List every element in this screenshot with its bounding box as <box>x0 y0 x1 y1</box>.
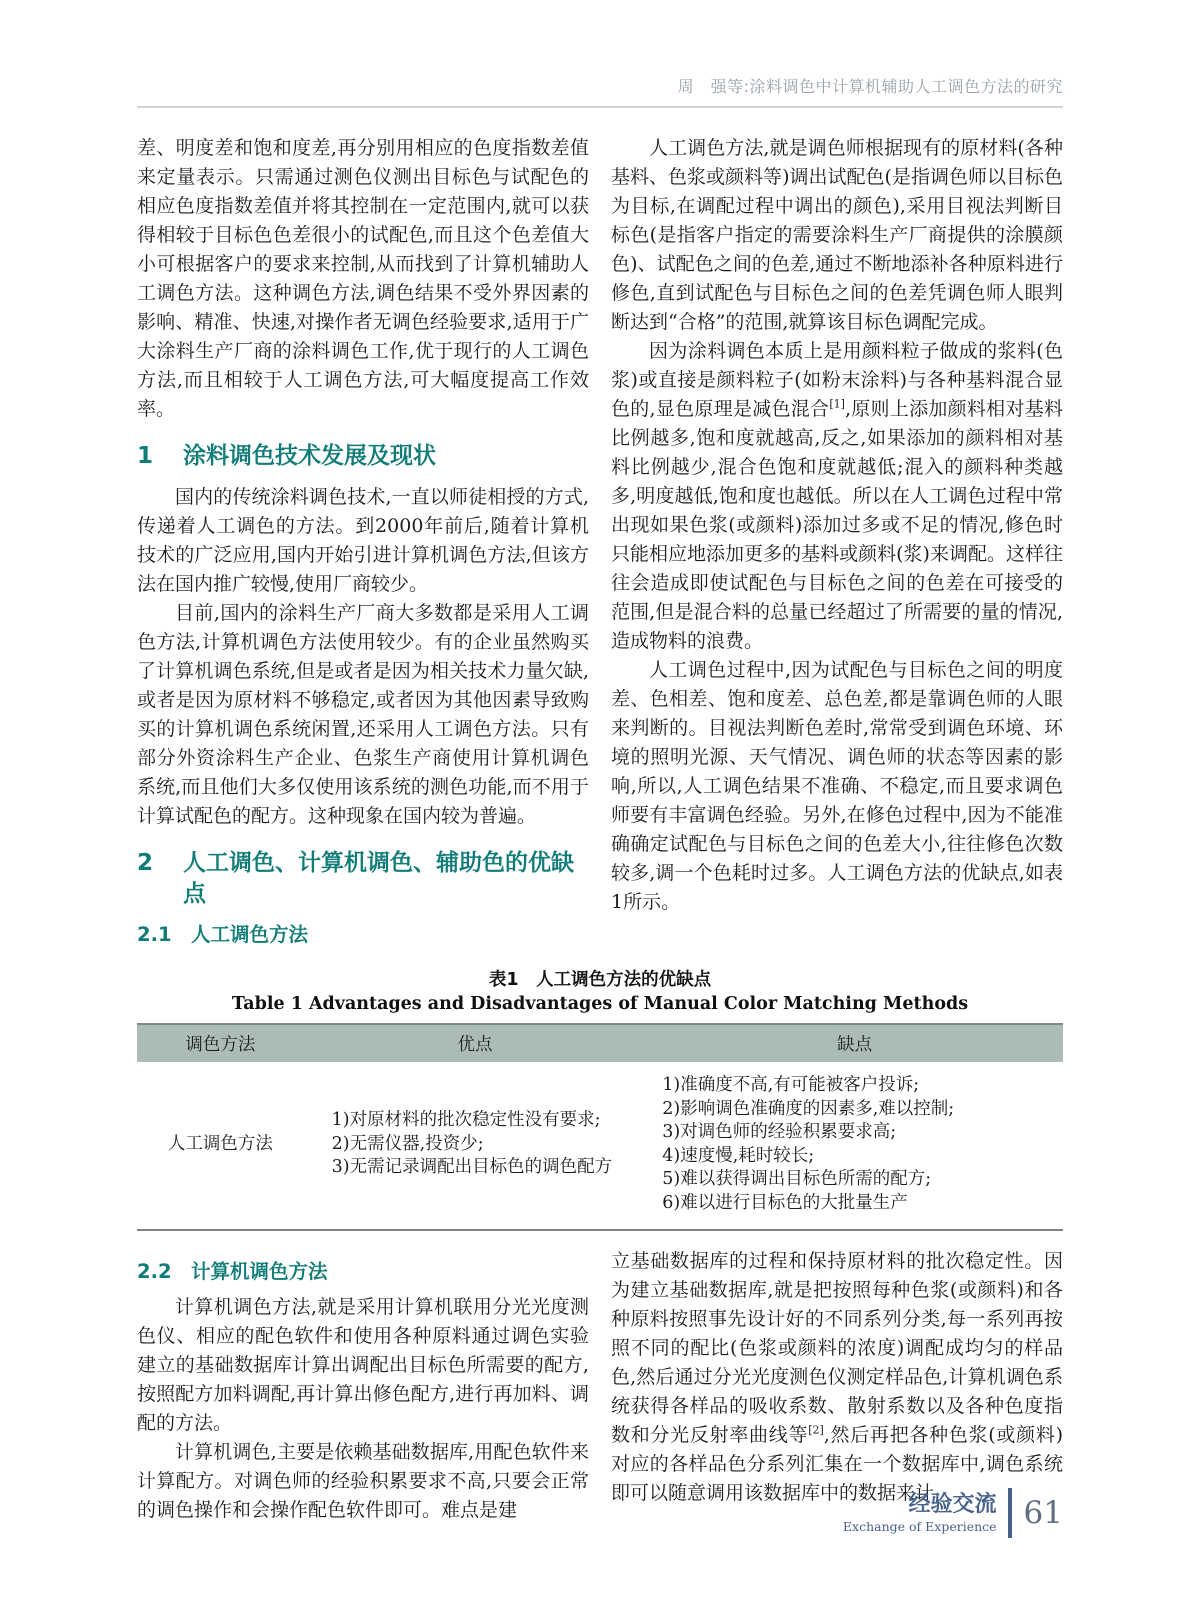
running-head: 周 强等:涂料调色中计算机辅助人工调色方法的研究 <box>677 77 1063 96</box>
paragraph-text: ,原则上添加颜料相对基料比例越多,饱和度就越高,反之,如果添加的颜料相对基料比例越少,混合色饱和度就越低;混入的颜料种类越多,明度越低,饱和度也越低。所以在人工调色过程中常出现如果色浆(或颜料)添加过多或不足的情况,修色时只能相应地添加更多的基料或颜料(浆)来调配。这样往往会造成即使试配色与目标色之间的色差在可接受的范围,但是混合料的总量已经超过了所需要的量的情况,造成物料的浪费。 <box>611 398 1063 652</box>
section-1-title: 涂料调色技术发展及现状 <box>183 443 436 469</box>
disadvantage-item: 1)准确度不高,有可能被客户投诉; <box>662 1075 920 1095</box>
paragraph: 差、明度差和饱和度差,再分别用相应的色度指数差值来定量表示。只需通过测色仪测出目标色与试配色的相应色度指数差值并将其控制在一定范围内,就可以获得相较于目标色色差很小的试配色,而且这个色差值大小可根据客户的要求来控制,从而找到了计算机辅助人工调色方法。这种调色方法,调色结果不受外界因素的影响、精准、快速,对操作者无调色经验要求,适用于广大涂料生产厂商的涂料调色工作,优于现行的人工调色方法,而且相较于人工调色方法,可大幅度提高工作效率。 <box>137 137 589 420</box>
upper-two-column-area <box>137 134 1063 956</box>
citation-ref-2: [2] <box>808 1423 824 1437</box>
paragraph: 国内的传统涂料调色技术,一直以师徒相授的方式,传递着人工调色的方法。到2000年前后,随着计算机技术的广泛应用,国内开始引进计算机调色方法,但该方法在国内推广较慢,使用厂商较少。 <box>137 486 589 595</box>
section-1-heading <box>137 441 589 472</box>
section-2-1-number: 2.1 <box>137 923 172 946</box>
section-2-2-title: 计算机调色方法 <box>191 1260 328 1283</box>
paragraph: 计算机调色,主要是依赖基础数据库,用配色软件来计算配方。对调色师的经验积累要求不高,只要会正常的调色操作和会操作配色软件即可。难点是建 <box>137 1441 589 1521</box>
page-footer <box>843 1488 1063 1538</box>
table-row <box>137 1062 1063 1229</box>
paragraph: 人工调色方法,就是调色师根据现有的原材料(各种基料、色浆或颜料等)调出试配色(是指调色师以目标色为目标,在调配过程中调出的颜色),采用目视法判断目标色(是指客户指定的需要涂料生产厂商提供的涂膜颜色)、试配色之间的色差,通过不断地添补各种原料进行修色,直到试配色与目标色之间的色差凭调色师人眼判断达到“合格”的范围,就算该目标色调配完成。 <box>611 137 1063 333</box>
paragraph-text: 立基础数据库的过程和保持原材料的批次稳定性。因为建立基础数据库,就是把按照每种色浆(或颜料)和各种原料按照事先设计好的不同系列分类,每一系列再按照不同的配比(色浆或颜料的浓度)调配成均匀的样品色,然后通过分光光度测色仪测定样品色,计算机调色系统获得各样品的吸收系数、散射系数以及各种色度指数和分光反射率曲线等 <box>611 1250 1063 1446</box>
section-2-2-heading <box>137 1259 589 1285</box>
left-column-top <box>137 134 589 956</box>
table-header-method: 调色方法 <box>185 1035 256 1055</box>
section-2-2-number: 2.2 <box>137 1260 172 1283</box>
footer-section-label <box>843 1493 997 1534</box>
table-cell-advantages <box>304 1074 647 1215</box>
right-column-top <box>611 134 1063 956</box>
citation-ref-1: [1] <box>829 397 845 411</box>
table-header-advantages: 优点 <box>457 1035 493 1055</box>
paragraph: 目前,国内的涂料生产厂商大多数都是采用人工调色方法,计算机调色方法使用较少。有的企业虽然购买了计算机调色系统,但是或者是因为相关技术力量欠缺,或者是因为原材料不够稳定,或者因为其他因素导致购买的计算机调色系统闲置,还采用人工调色方法。只有部分外资涂料生产企业、色浆生产商使用计算机调色系统,而且他们大多仅使用该系统的测色功能,而不用于计算试配色的配方。这种现象在国内较为普遍。 <box>137 602 589 827</box>
section-1-number: 1 <box>137 443 154 469</box>
footer-section-cn: 经验交流 <box>908 1491 997 1517</box>
section-2-title: 人工调色、计算机调色、辅助色的优缺点 <box>183 850 574 907</box>
paragraph <box>611 337 1063 656</box>
table-1-block <box>137 966 1063 1231</box>
page-number: 61 <box>1023 1495 1063 1531</box>
right-column-bottom <box>611 1247 1063 1525</box>
table-cell-method: 人工调色方法 <box>167 1133 273 1154</box>
lower-two-column-area <box>137 1247 1063 1525</box>
footer-divider-bar <box>1008 1488 1012 1538</box>
paragraph <box>611 1247 1063 1508</box>
table-1-title-cn: 表1 人工调色方法的优缺点 <box>488 970 712 990</box>
header-divider <box>137 106 1063 108</box>
section-2-number: 2 <box>137 850 154 876</box>
paragraph-text: ,然后再把各种色浆(或颜料)对应的各样品色分系列汇集在一个数据库中,调色系统即可以随意调用该数据库中的数据来计 <box>611 1424 1063 1504</box>
paragraph: 计算机调色方法,就是采用计算机联用分光光度测色仪、相应的配色软件和使用各种原料通过调色实验建立的基础数据库计算出调配出目标色所需要的配方,按照配方加料调配,再计算出修色配方,进行再加料、调配的方法。 <box>137 1296 589 1434</box>
table-1 <box>137 1023 1063 1231</box>
advantage-item: 3)无需记录调配出目标色的调色配方 <box>331 1157 613 1178</box>
disadvantage-item: 2)影响调色准确度的因素多,难以控制; <box>662 1098 955 1119</box>
table-cell-disadvantages <box>646 1074 1063 1215</box>
disadvantage-item: 4)速度慢,耗时较长; <box>662 1145 815 1166</box>
disadvantage-item: 5)难以获得调出目标色所需的配方; <box>662 1169 932 1189</box>
table-header-disadvantages: 缺点 <box>837 1035 873 1055</box>
table-1-header-row <box>137 1023 1063 1062</box>
paragraph: 人工调色过程中,因为试配色与目标色之间的明度差、色相差、饱和度差、总色差,都是靠调色师的人眼来判断的。目视法判断色差时,常常受到调色环境、环境的照明光源、天气情况、调色师的状态等因素的影响,所以,人工调色结果不准确、不稳定,而且要求调色师要有丰富调色经验。另外,在修色过程中,因为不能准确确定试配色与目标色之间的色差大小,往往修色次数较多,调一个色耗时过多。人工调色方法的优缺点,如表1所示。 <box>611 659 1063 913</box>
left-column-bottom <box>137 1247 589 1525</box>
paragraph-text: 因为涂料调色本质上是用颜料粒子做成的浆料(色浆)或直接是颜料粒子(如粉末涂料)与各种基料混合显色的,显色原理是减色混合 <box>611 340 1063 420</box>
disadvantage-item: 3)对调色师的经验积累要求高; <box>662 1122 897 1142</box>
disadvantage-item: 6)难以进行目标色的大批量生产 <box>662 1192 908 1213</box>
footer-section-en: Exchange of Experience <box>842 1518 997 1534</box>
section-2-1-title: 人工调色方法 <box>191 923 309 946</box>
advantage-item: 2)无需仪器,投资少; <box>331 1133 484 1154</box>
advantage-item: 1)对原材料的批次稳定性没有要求; <box>331 1110 601 1131</box>
table-1-title-en: Table 1 Advantages and Disadvantages of Manual Color Matching Methods <box>231 994 969 1014</box>
section-2-1-heading <box>137 922 589 948</box>
section-2-heading <box>137 848 589 910</box>
